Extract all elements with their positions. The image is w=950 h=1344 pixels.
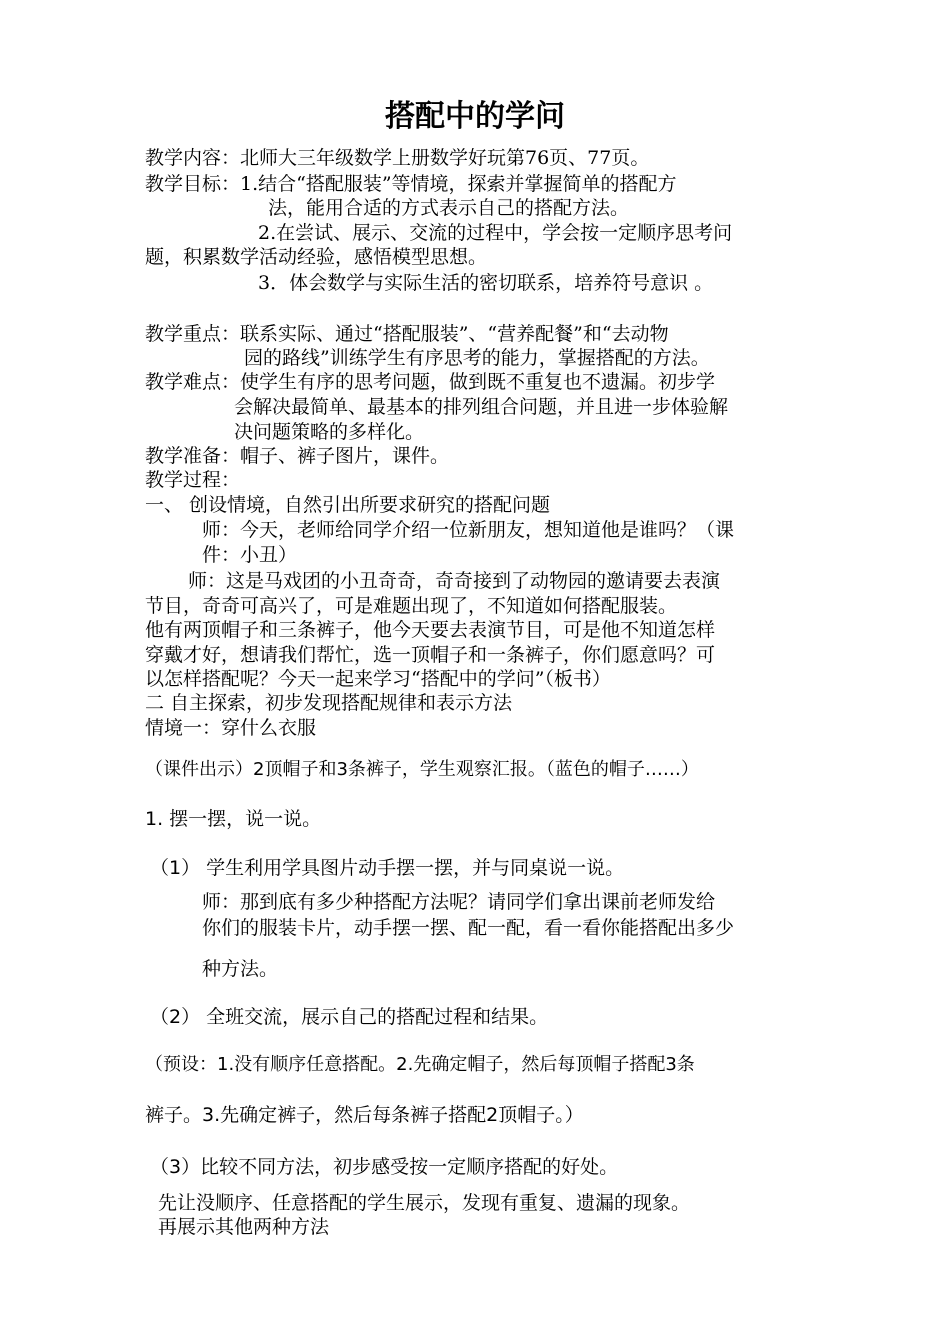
teacher-line-3-cont-2: 种方法。 xyxy=(202,958,279,980)
courseware-line: （课件出示）2顶帽子和3条裤子，学生观察汇报。（蓝色的帽子……） xyxy=(145,759,699,780)
teaching-goal-1-cont: 法，能用合适的方式表示自己的搭配方法。 xyxy=(268,197,630,219)
preset-line: （预设：1.没有顺序任意搭配。2.先确定帽子，然后每顶帽子搭配3条 xyxy=(145,1054,695,1075)
preset-line-cont: 裤子。3.先确定裤子，然后每条裤子搭配2顶帽子。） xyxy=(145,1104,584,1126)
document-title: 搭配中的学问 xyxy=(385,99,565,134)
teacher-line-3-cont-1: 你们的服装卡片，动手摆一摆、配一配，看一看你能搭配出多少 xyxy=(202,917,735,939)
teaching-content: 教学内容：北师大三年级数学上册数学好玩第76页、77页。 xyxy=(145,147,650,169)
section-2-heading: 二 自主探索，初步发现搭配规律和表示方法 xyxy=(145,692,513,714)
teaching-preparation: 教学准备：帽子、裤子图片，课件。 xyxy=(145,445,450,467)
scene-1-heading: 情境一：穿什么衣服 xyxy=(145,717,317,739)
teaching-focus-cont: 园的路线”训练学生有序思考的能力，掌握搭配的方法。 xyxy=(244,347,710,369)
teacher-line-2-cont-1: 节目，奇奇可高兴了，可是难题出现了，不知道如何搭配服装。 xyxy=(145,595,678,617)
teacher-line-2: 师：这是马戏团的小丑奇奇，奇奇接到了动物园的邀请要去表演 xyxy=(188,570,721,592)
teaching-process: 教学过程： xyxy=(145,469,241,491)
step-1: 1. 摆一摆，说一说。 xyxy=(145,808,322,830)
teaching-goal-2-cont: 题，积累数学活动经验，感悟模型思想。 xyxy=(145,246,488,268)
teacher-line-3: 师：那到底有多少种搭配方法呢？请同学们拿出课前老师发给 xyxy=(202,891,716,913)
teacher-line-2-cont-3: 穿戴才好，想请我们帮忙，选一顶帽子和一条裤子，你们愿意吗？可 xyxy=(145,644,716,666)
teaching-focus: 教学重点：联系实际、通过“搭配服装”、“营养配餐”和“去动物 xyxy=(145,323,669,345)
sub-step-2: （2） 全班交流，展示自己的搭配过程和结果。 xyxy=(150,1006,549,1028)
teaching-difficulty-cont-1: 会解决最简单、最基本的排列组合问题，并且进一步体验解 xyxy=(234,396,729,418)
teaching-difficulty-cont-2: 决问题策略的多样化。 xyxy=(234,421,425,443)
teaching-difficulty: 教学难点：使学生有序的思考问题，做到既不重复也不遗漏。初步学 xyxy=(145,371,716,393)
show-line-1: 先让没顺序、任意搭配的学生展示，发现有重复、遗漏的现象。 xyxy=(158,1192,691,1214)
teacher-line-2-cont-2: 他有两顶帽子和三条裤子，他今天要去表演节目，可是他不知道怎样 xyxy=(145,619,716,641)
teaching-goal-1: 教学目标：1.结合“搭配服装”等情境，探索并掌握简单的搭配方 xyxy=(145,173,677,195)
sub-step-3: （3）比较不同方法，初步感受按一定顺序搭配的好处。 xyxy=(150,1156,619,1178)
section-1-heading: 一、 创设情境，自然引出所要求研究的搭配问题 xyxy=(145,494,551,516)
sub-step-1: （1） 学生利用学具图片动手摆一摆，并与同桌说一说。 xyxy=(150,857,625,879)
teacher-line-1-cont: 件：小丑） xyxy=(202,544,298,566)
teacher-line-2-cont-4: 以怎样搭配呢？今天一起来学习“搭配中的学问”（板书） xyxy=(145,668,611,690)
show-line-2: 再展示其他两种方法 xyxy=(158,1216,330,1238)
teacher-line-1: 师：今天，老师给同学介绍一位新朋友，想知道他是谁吗？（课 xyxy=(202,519,735,541)
teaching-goal-2: 2.在尝试、展示、交流的过程中，学会按一定顺序思考问 xyxy=(258,222,733,244)
teaching-goal-3: 3．体会数学与实际生活的密切联系，培养符号意识 。 xyxy=(258,272,714,294)
